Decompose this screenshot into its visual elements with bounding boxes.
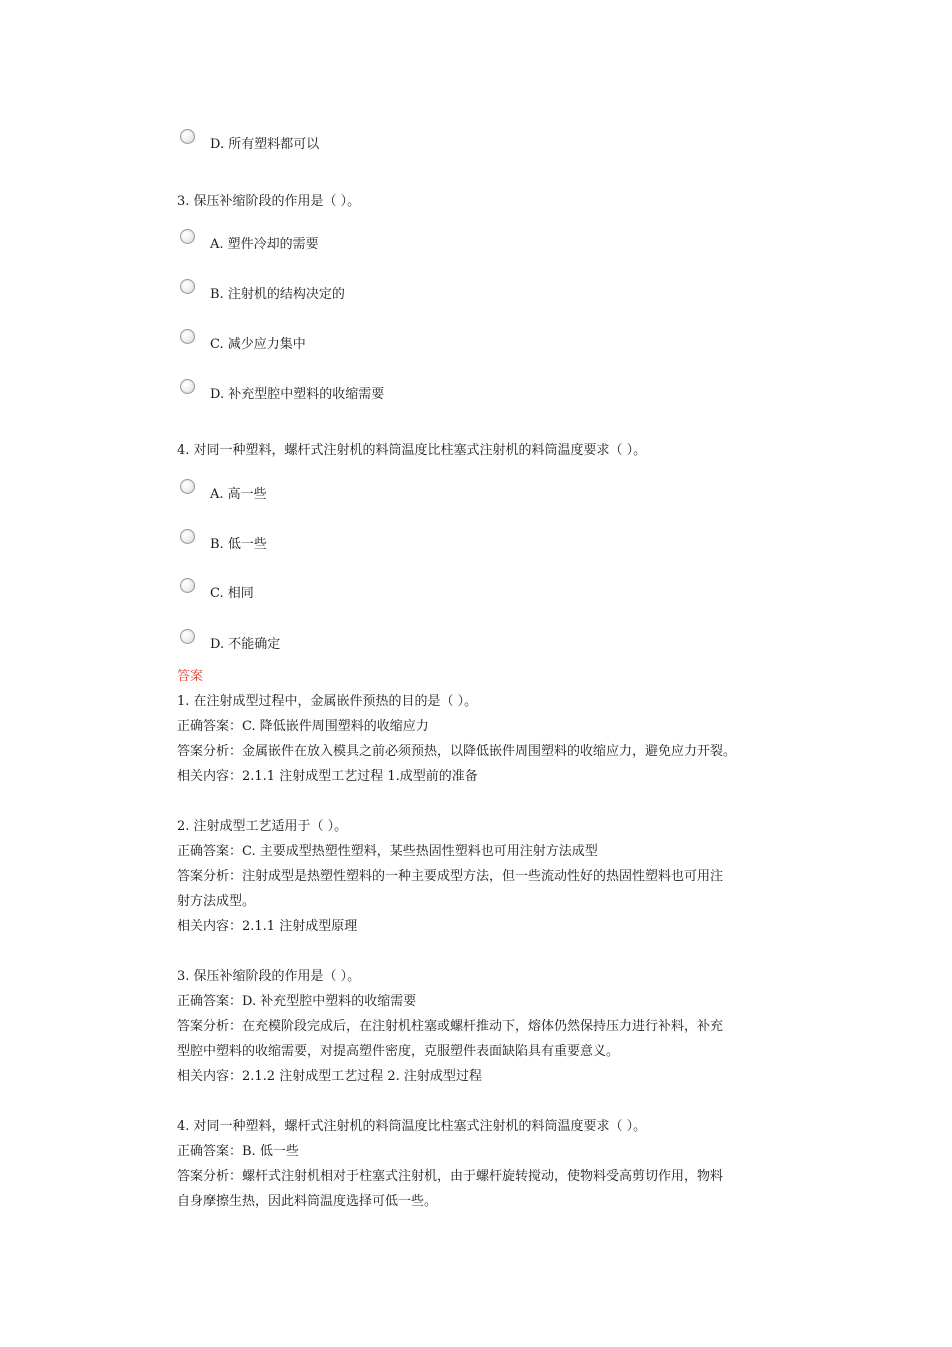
radio-button-icon[interactable]	[180, 229, 195, 244]
radio-button-icon[interactable]	[180, 529, 195, 544]
q4-option-c[interactable]	[180, 581, 254, 601]
answer-block-3	[177, 964, 787, 1089]
related-content: 相关内容：2.1.2 注射成型工艺过程 2. 注射成型过程	[177, 1069, 482, 1084]
answer-analysis-cont: 自身摩擦生热，因此料筒温度选择可低一些。	[177, 1194, 438, 1209]
correct-answer: 正确答案：D. 补充型腔中塑料的收缩需要	[177, 994, 417, 1009]
q3-option-a[interactable]	[180, 232, 319, 252]
option-label: D. 补充型腔中塑料的收缩需要	[210, 387, 385, 402]
correct-answer: 正确答案：B. 低一些	[177, 1144, 299, 1159]
answer-analysis-cont: 射方法成型。	[177, 894, 256, 909]
q3-option-d[interactable]	[180, 382, 384, 402]
option-label: B. 低一些	[210, 537, 267, 552]
answer-question: 3. 保压补缩阶段的作用是（ ）。	[177, 969, 361, 984]
q3-option-b[interactable]	[180, 282, 345, 302]
answer-heading: 答案	[177, 669, 204, 684]
answer-block-1	[177, 689, 787, 789]
radio-button-icon[interactable]	[180, 578, 195, 593]
related-content: 相关内容：2.1.1 注射成型工艺过程 1.成型前的准备	[177, 769, 478, 784]
q2-option-d[interactable]	[180, 132, 319, 152]
q4-option-d[interactable]	[180, 632, 280, 652]
q4-option-b[interactable]	[180, 532, 267, 552]
answer-question: 4. 对同一种塑料，螺杆式注射机的料筒温度比柱塞式注射机的料筒温度要求（ ）。	[177, 1119, 647, 1134]
answer-analysis-cont: 型腔中塑料的收缩需要，对提高塑件密度，克服塑件表面缺陷具有重要意义。	[177, 1044, 620, 1059]
radio-button-icon[interactable]	[180, 629, 195, 644]
question-3-text: 3. 保压补缩阶段的作用是（ ）。	[177, 194, 361, 209]
answer-block-4	[177, 1114, 787, 1214]
question-4-text: 4. 对同一种塑料，螺杆式注射机的料筒温度比柱塞式注射机的料筒温度要求（ ）。	[177, 443, 647, 458]
correct-answer: 正确答案：C. 降低嵌件周围塑料的收缩应力	[177, 719, 429, 734]
q3-option-c[interactable]	[180, 332, 306, 352]
radio-button-icon[interactable]	[180, 279, 195, 294]
answer-question: 1. 在注射成型过程中，金属嵌件预热的目的是（ ）。	[177, 694, 478, 709]
radio-button-icon[interactable]	[180, 479, 195, 494]
answer-analysis: 答案分析：螺杆式注射机相对于柱塞式注射机，由于螺杆旋转搅动，使物料受高剪切作用，物料	[177, 1169, 724, 1184]
correct-answer: 正确答案：C. 主要成型热塑性塑料，某些热固性塑料也可用注射方法成型	[177, 844, 598, 859]
answer-analysis: 答案分析：金属嵌件在放入模具之前必须预热，以降低嵌件周围塑料的收缩应力，避免应力开裂。	[177, 744, 737, 759]
radio-button-icon[interactable]	[180, 329, 195, 344]
option-label: C. 减少应力集中	[210, 337, 306, 352]
option-label: B. 注射机的结构决定的	[210, 287, 345, 302]
answer-block-2	[177, 814, 787, 939]
answer-analysis: 答案分析：注射成型是热塑性塑料的一种主要成型方法，但一些流动性好的热固性塑料也可用注	[177, 869, 724, 884]
answer-analysis: 答案分析：在充模阶段完成后，在注射机柱塞或螺杆推动下，熔体仍然保持压力进行补料，补充	[177, 1019, 724, 1034]
option-label: A. 高一些	[210, 487, 267, 502]
option-label: C. 相同	[210, 586, 254, 601]
radio-button-icon[interactable]	[180, 129, 195, 144]
radio-button-icon[interactable]	[180, 379, 195, 394]
q4-option-a[interactable]	[180, 482, 267, 502]
answer-question: 2. 注射成型工艺适用于（ ）。	[177, 819, 348, 834]
related-content: 相关内容：2.1.1 注射成型原理	[177, 919, 358, 934]
option-label: D. 所有塑料都可以	[210, 137, 320, 152]
option-label: D. 不能确定	[210, 637, 281, 652]
option-label: A. 塑件冷却的需要	[210, 237, 319, 252]
